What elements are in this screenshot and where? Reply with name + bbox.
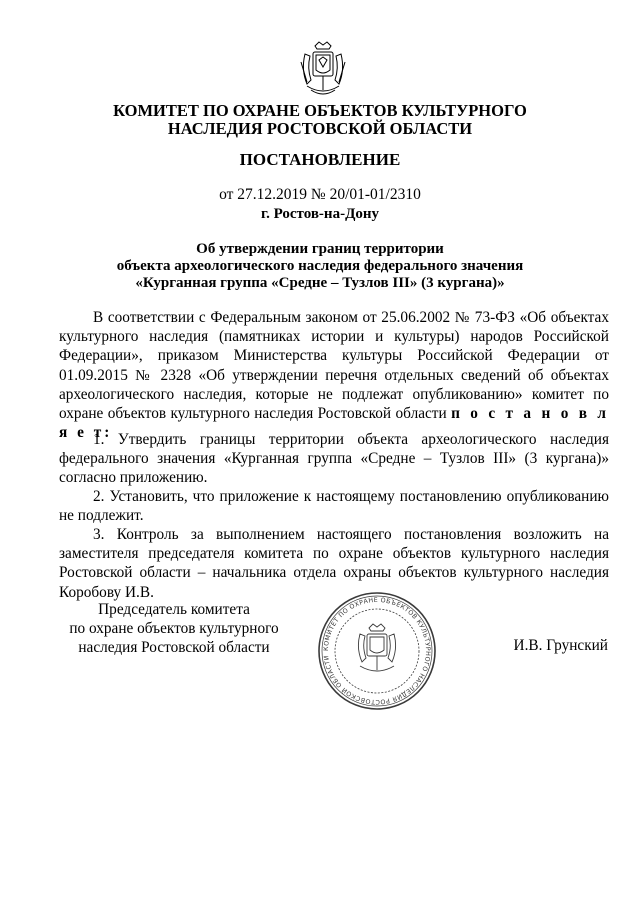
subject-line-3: «Курганная группа «Средне – Тузлов III» (3 кургана)» (135, 275, 505, 291)
item-2-paragraph (59, 487, 609, 525)
preamble-text: В соответствии с Федеральным законом от 25.06.2002 № 73-ФЗ «Об объектах культурного наследия (памятниках истории и культуры) народов Российской Федерации», приказом Министерства культуры Российской Федерации от 01.09.2015 № 2328 «Об утверждении перечня отдельных сведений об объектах археологического наследия, которые не подлежат опубликованию» комитет по охране объектов культурного наследия Ростовской области (59, 309, 609, 423)
item-2-text: 2. Установить, что приложение к настоящему постановлению опубликованию не подлежит. (59, 488, 609, 525)
committee-name-line-2: НАСЛЕДИЯ РОСТОВСКОЙ ОБЛАСТИ (167, 119, 473, 138)
signatory-position (50, 600, 298, 657)
item-3-text: 3. Контроль за выполнением настоящего постановления возложить на заместителя председателя комитета по охране объектов культурного наследия Ростовской области – начальника отдела охраны объектов культурного наследия Коробову И.В. (59, 526, 609, 601)
signatory-position-line-3: наследия Ростовской области (78, 639, 270, 656)
subject-line-2: объекта археологического наследия федерального значения (116, 258, 524, 274)
coat-of-arms-emblem (293, 40, 353, 100)
document-type-title: ПОСТАНОВЛЕНИЕ (239, 150, 401, 169)
signatory-name: И.В. Грунский (513, 637, 608, 654)
signatory-position-line-1: Председатель комитета (98, 601, 250, 618)
item-1-paragraph (59, 430, 609, 488)
signatory-position-line-2: по охране объектов культурного (69, 620, 279, 637)
document-date-number: от 27.12.2019 № 20/01-01/2310 (219, 186, 421, 203)
subject-line-1: Об утверждении границ территории (196, 241, 444, 257)
document-city: г. Ростов-на-Дону (260, 206, 380, 222)
preamble-paragraph (59, 308, 609, 442)
committee-name-line-1: КОМИТЕТ ПО ОХРАНЕ ОБЪЕКТОВ КУЛЬТУРНОГО (113, 101, 527, 120)
item-1-text: 1. Утвердить границы территории объекта археологического наследия федерального значения «Курганная группа «Средне – Тузлов III» (3 кургана)» согласно приложению. (59, 431, 609, 487)
decree-word: п о с т а н о в л я е т: (59, 405, 609, 442)
seal-ring-text: КОМИТЕТ ПО ОХРАНЕ ОБЪЕКТОВ КУЛЬТУРНОГО НАСЛЕДИЯ РОСТОВСКОЙ ОБЛАСТИ (322, 596, 432, 706)
official-seal-stamp (316, 590, 438, 712)
svg-text:КОМИТЕТ ПО ОХРАНЕ ОБЪЕКТОВ КУЛ (323, 597, 431, 705)
